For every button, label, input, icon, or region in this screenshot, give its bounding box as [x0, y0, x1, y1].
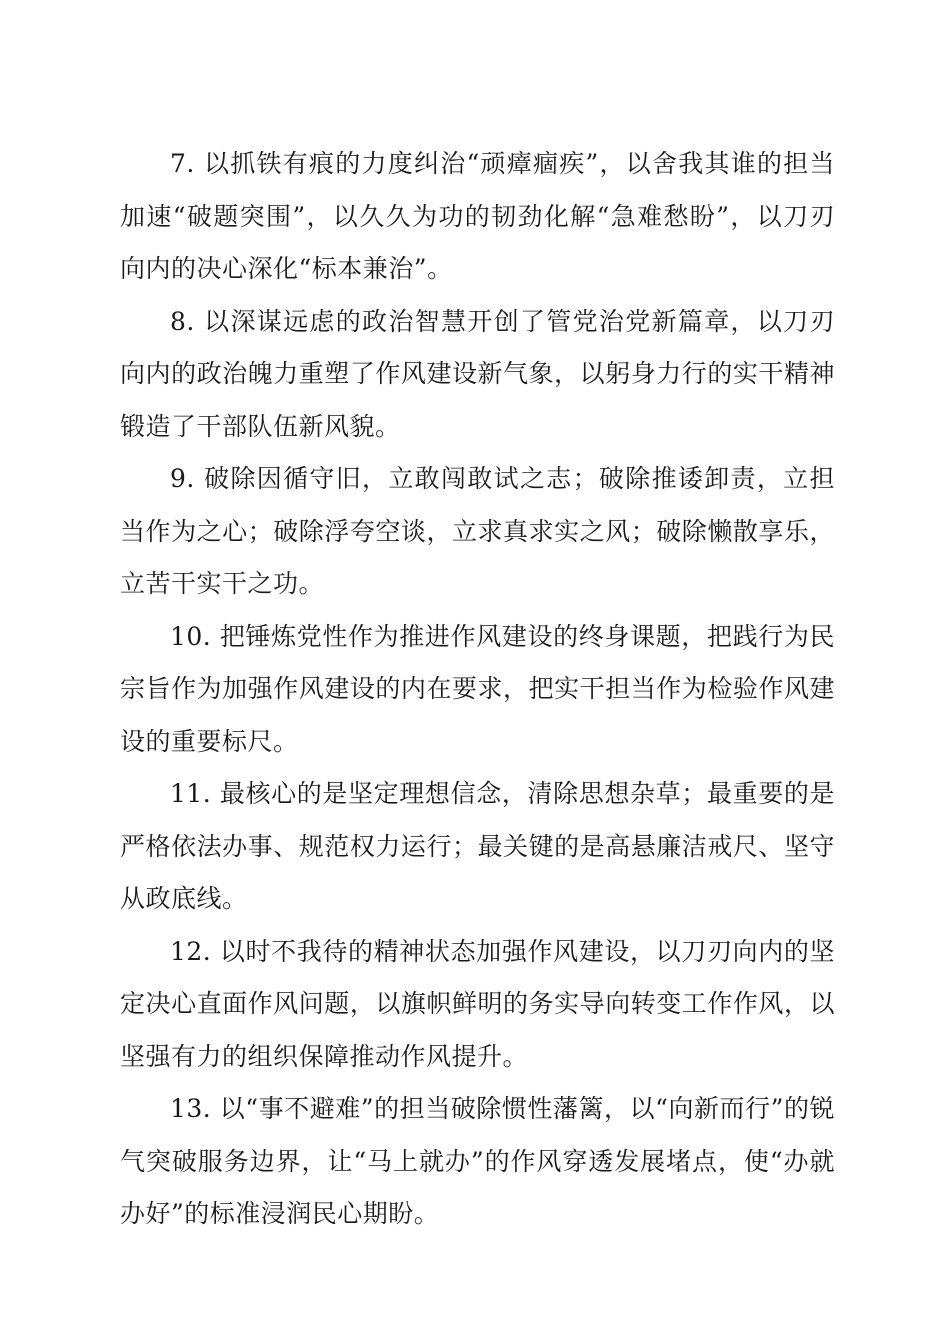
paragraph-11: 11. 最核心的是坚定理想信念，清除思想杂草；最重要的是严格依法办事、规范权力运行；最关键的是高悬廉洁戒尺、坚守从政底线。	[120, 779, 835, 913]
paragraph-7: 7. 以抓铁有痕的力度纠治“顽瘴痼疾”，以舍我其谁的担当加速“破题突围”，以久久为功的韧劲化解“急难愁盼”，以刀刃向内的决心深化“标本兼治”。	[120, 149, 835, 283]
paragraph-10: 10. 把锤炼党性作为推进作风建设的终身课题，把践行为民宗旨作为加强作风建设的内在要求，把实干担当作为检验作风建设的重要标尺。	[120, 621, 835, 756]
paragraph-8: 8. 以深谋远虑的政治智慧开创了管党治党新篇章，以刀刃向内的政治魄力重塑了作风建设新气象，以躬身力行的实干精神锻造了干部队伍新风貌。	[120, 306, 835, 441]
paragraph-9: 9. 破除因循守旧，立敢闯敢试之志；破除推诿卸责，立担当作为之心；破除浮夸空谈，立求真求实之风；破除懒散享乐，立苦干实干之功。	[120, 464, 835, 598]
document-body	[120, 138, 835, 1241]
paragraph-12: 12. 以时不我待的精神状态加强作风建设，以刀刃向内的坚定决心直面作风问题，以旗帜鲜明的务实导向转变工作作风，以坚强有力的组织保障推动作风提升。	[120, 936, 835, 1071]
paragraph-13: 13. 以“事不避难”的担当破除惯性藩篱，以“向新而行”的锐气突破服务边界，让“马上就办”的作风穿透发展堵点，使“办就办好”的标准浸润民心期盼。	[120, 1094, 835, 1228]
